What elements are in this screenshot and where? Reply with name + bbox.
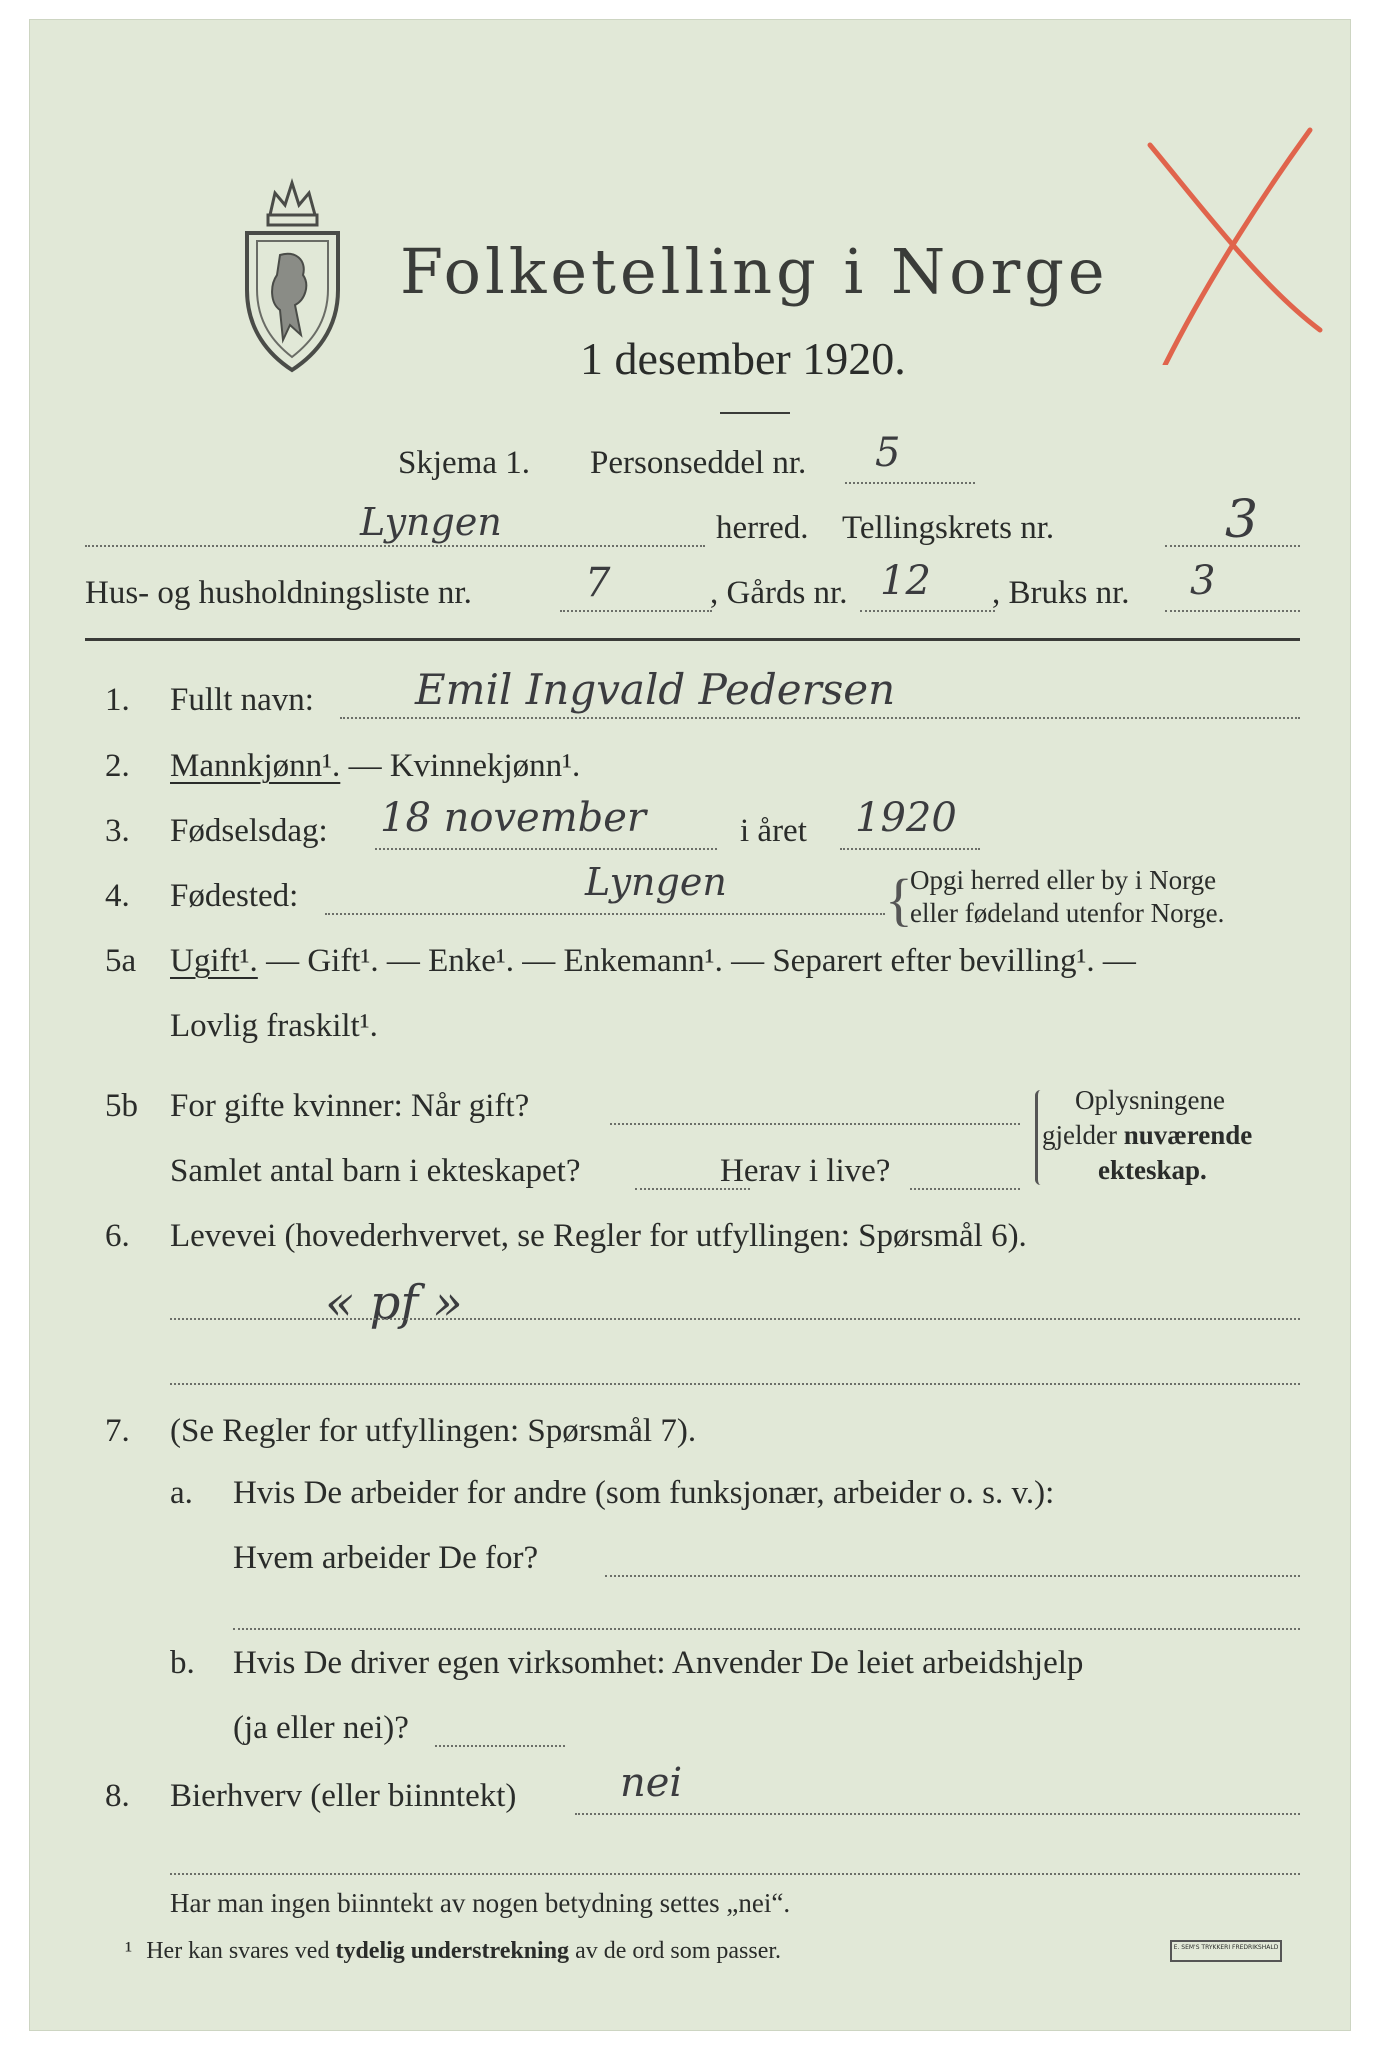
hus-label: Hus- og husholdningsliste nr. (85, 575, 472, 611)
q5a-number: 5a (105, 943, 137, 979)
q2-number: 2. (105, 748, 130, 784)
employer-label: Hvem arbeider De for? (233, 1540, 539, 1576)
form-title: Folketelling i Norge (400, 235, 1109, 308)
q3-number: 3. (105, 813, 130, 849)
hired-help-label: (ja eller nei)? (233, 1710, 409, 1746)
q7a-letter: a. (170, 1475, 193, 1511)
full-name-label: Fullt navn: (170, 682, 314, 718)
marriage-note-2: gjelder nuværende (1042, 1120, 1253, 1150)
birthplace-value: Lyngen (585, 860, 727, 904)
q8-number: 8. (105, 1778, 130, 1814)
birthplace-note-2: eller fødeland utenfor Norge. (910, 898, 1225, 928)
side-income-note: Har man ingen biinntekt av nogen betydning settes „nei“. (170, 1888, 791, 1918)
schema-label: Skjema 1. (398, 445, 530, 481)
birthplace-note: Opgi herred eller by i Norge (910, 865, 1217, 895)
status-divorced: Lovlig fraskilt¹. (170, 1008, 378, 1044)
side-income-value: nei (620, 1760, 683, 1806)
gender-male: Mannkjønn¹. (170, 748, 341, 784)
personseddel-label: Personseddel nr. (590, 445, 807, 481)
status-unmarried: Ugift¹. (170, 943, 258, 979)
main-divider (85, 638, 1300, 641)
gards-label: , Gårds nr. (710, 575, 848, 611)
marital-status-line: Ugift¹. — Gift¹. — Enke¹. — Enkemann¹. — Separert efter bevilling¹. — (170, 943, 1136, 979)
bruks-label: , Bruks nr. (992, 575, 1130, 611)
census-form (30, 20, 1350, 2030)
employed-by-others-label: Hvis De arbeider for andre (som funksjonær, arbeider o. s. v.): (233, 1475, 1055, 1511)
own-business-label: Hvis De driver egen virksomhet: Anvender De leiet arbeidshjelp (233, 1645, 1084, 1681)
birthplace-brace: { (885, 867, 913, 932)
herred-value: Lyngen (360, 500, 502, 544)
birthdate-label: Fødselsdag: (170, 813, 328, 849)
bruks-value: 3 (1190, 558, 1216, 604)
q7b-letter: b. (170, 1645, 195, 1681)
tellingskrets-label: Tellingskrets nr. (842, 510, 1055, 546)
q1-number: 1. (105, 682, 130, 718)
marriage-note-3: ekteskap. (1098, 1155, 1207, 1185)
red-x-mark (1110, 115, 1350, 365)
printer-stamp: E. SEM'S TRYKKERI FREDRIKSHALD (1170, 1940, 1282, 1962)
census-date: 1 desember 1920. (580, 333, 906, 384)
q6-number: 6. (105, 1218, 130, 1254)
children-alive-label: Herav i live? (720, 1153, 891, 1189)
birthplace-label: Fødested: (170, 878, 299, 914)
gender-line: Mannkjønn¹. — Kvinnekjønn¹. (170, 748, 581, 784)
q7-number: 7. (105, 1413, 130, 1449)
birthdate-value: 18 november (380, 795, 647, 841)
marriage-note: Oplysningene (1075, 1085, 1225, 1115)
side-income-label: Bierhverv (eller biinntekt) (170, 1778, 517, 1814)
coat-of-arms-icon (235, 175, 350, 375)
q4-number: 4. (105, 878, 130, 914)
header-divider (720, 412, 790, 414)
herred-label: herred. (716, 510, 809, 546)
gards-value: 12 (880, 558, 931, 604)
children-count-label: Samlet antal barn i ekteskapet? (170, 1153, 581, 1189)
full-name-value: Emil Ingvald Pedersen (415, 665, 896, 714)
birthyear-label: i året (740, 813, 807, 849)
married-women-label: For gifte kvinner: Når gift? (170, 1088, 530, 1124)
birthyear-value: 1920 (855, 795, 957, 841)
q5b-number: 5b (105, 1088, 138, 1124)
occupation-label: Levevei (hovederhvervet, se Regler for utfyllingen: Spørsmål 6). (170, 1218, 1027, 1254)
gender-female: Kvinnekjønn¹. (389, 748, 581, 784)
employment-label: (Se Regler for utfyllingen: Spørsmål 7). (170, 1413, 697, 1449)
occupation-value: « pf » (325, 1275, 463, 1331)
footnote: ¹ Her kan svares ved tydelig understrekning av de ord som passer. (125, 1938, 782, 1964)
personseddel-value: 5 (875, 430, 901, 476)
hus-value: 7 (585, 560, 611, 606)
tellingskrets-value: 3 (1225, 490, 1259, 550)
